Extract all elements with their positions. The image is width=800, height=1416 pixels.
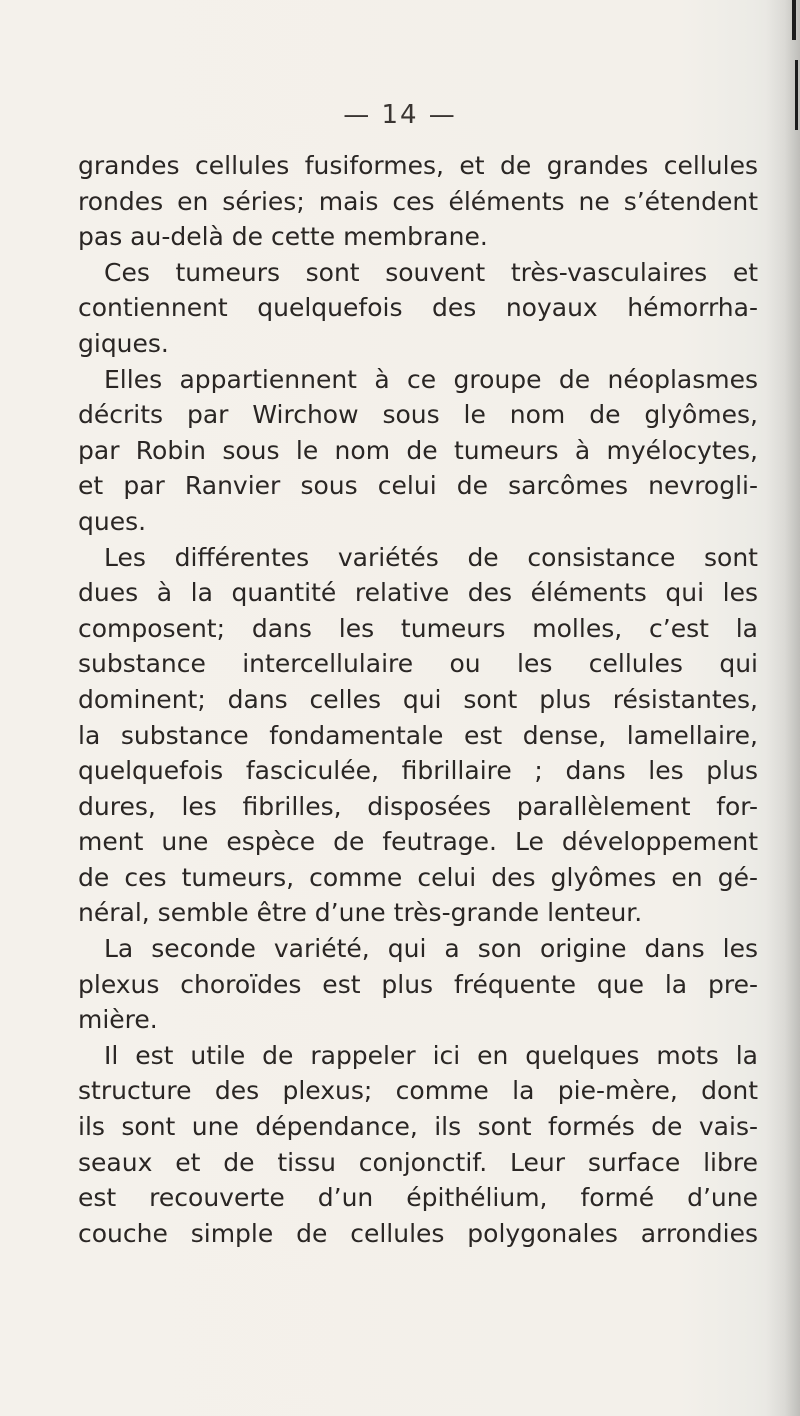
- text-line: mière.: [78, 1005, 158, 1035]
- text-line: contiennent quelquefois des noyaux hémorrha-: [78, 293, 758, 323]
- text-line: Il est utile de rappeler ici en quelques mots la: [104, 1040, 758, 1070]
- text-line: substance intercellulaire ou les cellules qui: [78, 649, 758, 679]
- text-line: Les différentes variétés de consistance sont: [104, 542, 758, 572]
- text-line: plexus choroïdes est plus fréquente que la pre-: [78, 969, 758, 999]
- text-line: ils sont une dépendance, ils sont formés de vais-: [78, 1112, 758, 1142]
- text-line: structure des plexus; comme la pie-mère, dont: [78, 1076, 758, 1106]
- text-line: dues à la quantité relative des éléments qui les: [78, 578, 758, 608]
- text-line: quelquefois fasciculée, fibrillaire ; dans les plus: [78, 756, 758, 786]
- text-line: ment une espèce de feutrage. Le développement: [78, 827, 758, 857]
- text-line: décrits par Wirchow sous le nom de glyômes,: [78, 400, 758, 430]
- text-line: seaux et de tissu conjonctif. Leur surface libre: [78, 1147, 758, 1177]
- text-line: rondes en séries; mais ces éléments ne s’étendent: [78, 186, 758, 216]
- text-line: est recouverte d’un épithélium, formé d’une: [78, 1183, 758, 1213]
- text-line: et par Ranvier sous celui de sarcômes nevrogli-: [78, 471, 758, 501]
- page-edge-shadow: [766, 0, 800, 1416]
- text-line: couche simple de cellules polygonales arrondies: [78, 1218, 758, 1248]
- page-number-header: — 14 —: [343, 100, 457, 130]
- text-line: La seconde variété, qui a son origine dans les: [104, 934, 758, 964]
- text-line: grandes cellules fusiformes, et de grandes cellules: [78, 151, 758, 180]
- text-line: pas au-delà de cette membrane.: [78, 222, 488, 252]
- body-text: [78, 148, 758, 1251]
- text-line: par Robin sous le nom de tumeurs à myélocytes,: [78, 435, 758, 465]
- text-line: Elles appartiennent à ce groupe de néoplasmes: [104, 364, 758, 394]
- text-line: ques.: [78, 506, 147, 536]
- text-line: Ces tumeurs sont souvent très-vasculaires et: [104, 257, 758, 287]
- text-line: de ces tumeurs, comme celui des glyômes en gé-: [78, 862, 758, 892]
- text-line: composent; dans les tumeurs molles, c’est la: [78, 613, 758, 643]
- text-line: dominent; dans celles qui sont plus résistantes,: [78, 684, 758, 714]
- page-edge-mark: [792, 0, 796, 40]
- text-line: dures, les fibrilles, disposées parallèlement for-: [78, 791, 758, 821]
- text-line: néral, semble être d’une très-grande lenteur.: [78, 898, 643, 928]
- text-line: la substance fondamentale est dense, lamellaire,: [78, 720, 758, 750]
- text-line: giques.: [78, 328, 169, 358]
